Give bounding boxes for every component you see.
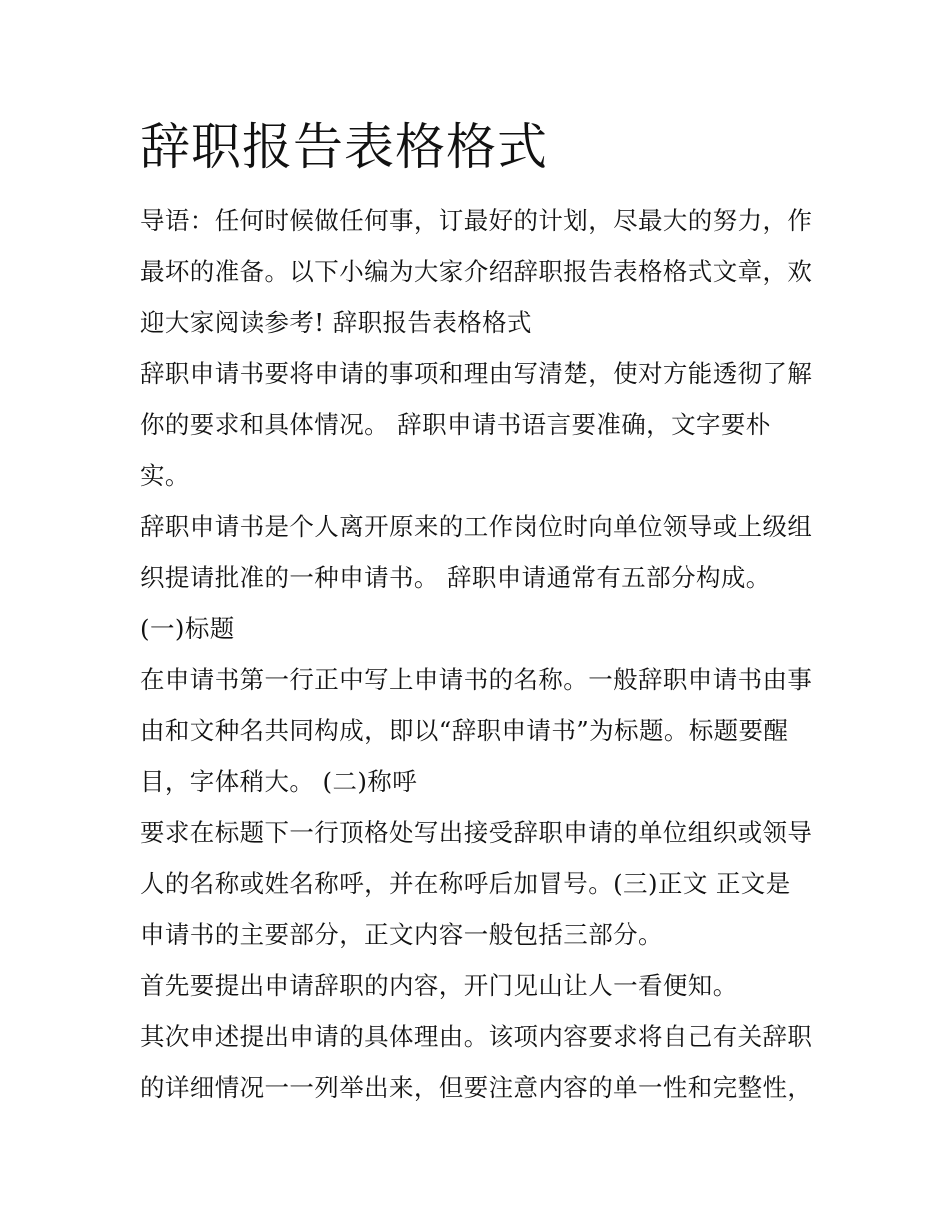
text-line: 迎大家阅读参考! 辞职报告表格格式 <box>140 308 532 337</box>
text-line: 目，字体稍大。 (二)称呼 <box>140 767 418 796</box>
text-line: 最坏的准备。以下小编为大家介绍辞职报告表格格式文章，欢 <box>140 257 813 286</box>
text-line: 的详细情况一一列举出来，但要注意内容的单一性和完整性， <box>140 1073 813 1102</box>
text-line: 导语：任何时候做任何事，订最好的计划，尽最大的努力，作 <box>140 206 813 235</box>
text-line: 其次申述提出申请的具体理由。该项内容要求将自己有关辞职 <box>140 1022 813 1051</box>
text-line: 织提请批准的一种申请书。 辞职申请通常有五部分构成。 <box>140 563 771 592</box>
document-title: 辞职报告表格格式 <box>140 118 548 176</box>
text-line: 申请书的主要部分，正文内容一般包括三部分。 <box>140 920 663 949</box>
text-line: 要求在标题下一行顶格处写出接受辞职申请的单位组织或领导 <box>140 818 813 847</box>
text-line: 你的要求和具体情况。 辞职申请书语言要准确，文字要朴 <box>140 410 771 439</box>
text-line: (一)标题 <box>140 614 235 643</box>
text-line: 在申请书第一行正中写上申请书的名称。一般辞职申请书由事 <box>140 665 813 694</box>
text-line: 辞职申请书是个人离开原来的工作岗位时向单位领导或上级组 <box>140 512 813 541</box>
text-line: 人的名称或姓名称呼，并在称呼后加冒号。(三)正文 正文是 <box>140 869 791 898</box>
text-line: 实。 <box>140 461 190 490</box>
text-line: 辞职申请书要将申请的事项和理由写清楚，使对方能透彻了解 <box>140 359 813 388</box>
text-line: 首先要提出申请辞职的内容，开门见山让人一看便知。 <box>140 971 738 1000</box>
text-line: 由和文种名共同构成，即以“辞职申请书”为标题。标题要醒 <box>140 716 789 745</box>
